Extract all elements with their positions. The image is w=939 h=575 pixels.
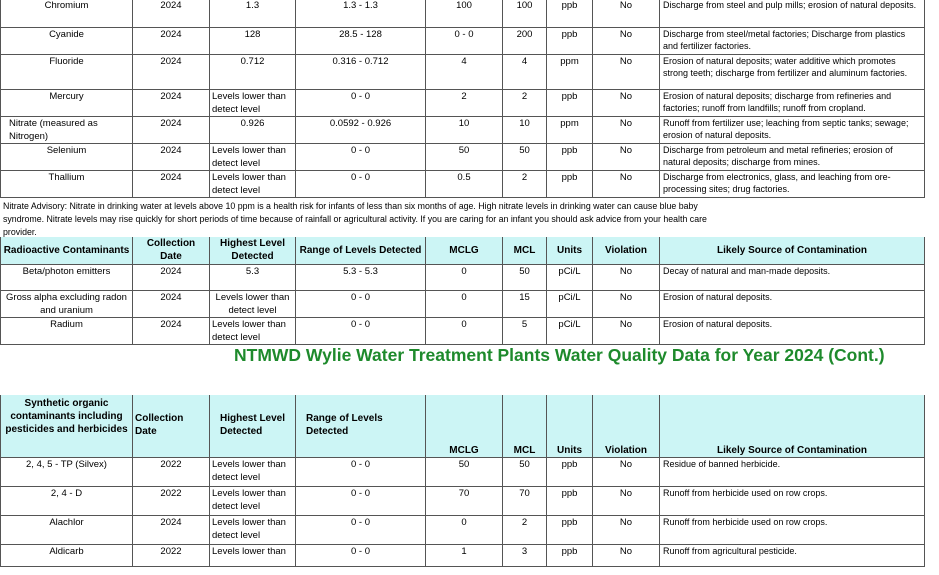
likely-source: Erosion of natural deposits; water additive which promotes strong teeth; discharge from fertilizer and aluminum factories. <box>660 54 925 89</box>
highest-level: Levels lower than detect level <box>210 143 296 170</box>
mclg-value: 4 <box>426 54 503 89</box>
mcl-value: 2 <box>503 170 547 197</box>
mclg-value: 0 <box>426 264 503 290</box>
mcl-value: 4 <box>503 54 547 89</box>
collection-date: 2024 <box>133 116 210 143</box>
collection-date: 2024 <box>133 290 210 317</box>
range-of-levels: 1.3 - 1.3 <box>296 0 426 27</box>
likely-source: Discharge from steel and pulp mills; erosion of natural deposits. <box>660 0 925 27</box>
likely-source: Discharge from steel/metal factories; Discharge from plastics and fertilizer factories. <box>660 27 925 54</box>
contaminant-name: Aldicarb <box>1 544 133 566</box>
violation: No <box>593 264 660 290</box>
range-of-levels: 5.3 - 5.3 <box>296 264 426 290</box>
mclg-value: 0 <box>426 290 503 317</box>
section-title: NTMWD Wylie Water Treatment Plants Water Quality Data for Year 2024 (Cont.) <box>234 345 885 365</box>
range-of-levels: 0 - 0 <box>296 170 426 197</box>
header-range-of-levels: Range of Levels Detected <box>296 395 426 457</box>
units: ppb <box>547 143 593 170</box>
likely-source: Erosion of natural deposits; discharge from refineries and factories; runoff from landfills; runoff from cropland. <box>660 89 925 116</box>
mclg-value: 0 - 0 <box>426 27 503 54</box>
violation: No <box>593 143 660 170</box>
violation: No <box>593 457 660 486</box>
units: pCi/L <box>547 264 593 290</box>
header-mcl: MCL <box>503 395 547 457</box>
range-of-levels: 0.0592 - 0.926 <box>296 116 426 143</box>
violation: No <box>593 116 660 143</box>
units: ppb <box>547 544 593 566</box>
mclg-value: 10 <box>426 116 503 143</box>
mclg-value: 70 <box>426 486 503 515</box>
contaminant-name: Nitrate (measured as Nitrogen) <box>1 116 133 143</box>
range-of-levels: 0 - 0 <box>296 290 426 317</box>
likely-source: Discharge from electronics, glass, and leaching from ore-processing sites; drug factories. <box>660 170 925 197</box>
header-contaminant: Synthetic organic contaminants including pesticides and herbicides <box>1 395 133 457</box>
units: ppb <box>547 27 593 54</box>
units: ppb <box>547 486 593 515</box>
range-of-levels: 0 - 0 <box>296 486 426 515</box>
table-row <box>1 89 925 116</box>
contaminant-name: Cyanide <box>1 27 133 54</box>
violation: No <box>593 27 660 54</box>
range-of-levels: 0 - 0 <box>296 515 426 544</box>
units: ppm <box>547 116 593 143</box>
violation: No <box>593 486 660 515</box>
table-row <box>1 544 925 566</box>
header-mclg: MCLG <box>426 395 503 457</box>
table-row <box>1 0 925 27</box>
range-of-levels: 0 - 0 <box>296 89 426 116</box>
range-of-levels: 28.5 - 128 <box>296 27 426 54</box>
contaminant-name: Thallium <box>1 170 133 197</box>
table-row <box>1 264 925 290</box>
violation: No <box>593 170 660 197</box>
table-row <box>1 143 925 170</box>
table-row <box>1 515 925 544</box>
mclg-value: 50 <box>426 457 503 486</box>
range-of-levels: 0 - 0 <box>296 457 426 486</box>
units: pCi/L <box>547 290 593 317</box>
nitrate-advisory: Nitrate Advisory: Nitrate in drinking water at levels above 10 ppm is a health risk for infants of less than six months of age. High nitrate levels in drinking water can cause blue baby syndrome. Nitrate levels may rise quickly for short periods of time because of rainfall or agricultural activity. If you are caring for an infant you should ask advice from your health care provider. <box>3 201 707 237</box>
collection-date: 2024 <box>133 89 210 116</box>
radioactive-table <box>0 237 925 345</box>
mcl-value: 2 <box>503 515 547 544</box>
violation: No <box>593 515 660 544</box>
header-likely-source: Likely Source of Contamination <box>660 237 925 264</box>
highest-level: Levels lower than detect level <box>210 457 296 486</box>
mcl-value: 200 <box>503 27 547 54</box>
table-header-row <box>1 395 925 457</box>
contaminant-name: Selenium <box>1 143 133 170</box>
collection-date: 2022 <box>133 457 210 486</box>
range-of-levels: 0 - 0 <box>296 544 426 566</box>
collection-date: 2024 <box>133 515 210 544</box>
contaminant-name: 2, 4 - D <box>1 486 133 515</box>
mclg-value: 1 <box>426 544 503 566</box>
mclg-value: 100 <box>426 0 503 27</box>
header-units: Units <box>547 237 593 264</box>
range-of-levels: 0 - 0 <box>296 143 426 170</box>
units: ppb <box>547 89 593 116</box>
violation: No <box>593 290 660 317</box>
units: ppm <box>547 54 593 89</box>
collection-date: 2024 <box>133 264 210 290</box>
collection-date: 2024 <box>133 27 210 54</box>
likely-source: Residue of banned herbicide. <box>660 457 925 486</box>
highest-level: 0.926 <box>210 116 296 143</box>
units: ppb <box>547 515 593 544</box>
contaminant-name: Radium <box>1 317 133 344</box>
units: ppb <box>547 0 593 27</box>
table-row <box>1 54 925 89</box>
header-collection-date: Collection Date <box>133 395 210 457</box>
header-mcl: MCL <box>503 237 547 264</box>
header-violation: Violation <box>593 237 660 264</box>
mcl-value: 50 <box>503 264 547 290</box>
highest-level: 1.3 <box>210 0 296 27</box>
mcl-value: 50 <box>503 457 547 486</box>
likely-source: Decay of natural and man-made deposits. <box>660 264 925 290</box>
highest-level: Levels lower than detect level <box>210 290 296 317</box>
header-units: Units <box>547 395 593 457</box>
highest-level: 0.712 <box>210 54 296 89</box>
highest-level: Levels lower than detect level <box>210 89 296 116</box>
header-contaminant: Radioactive Contaminants <box>1 237 133 264</box>
range-of-levels: 0.316 - 0.712 <box>296 54 426 89</box>
contaminant-name: 2, 4, 5 - TP (Silvex) <box>1 457 133 486</box>
highest-level: Levels lower than detect level <box>210 515 296 544</box>
contaminant-name: Chromium <box>1 0 133 27</box>
header-likely-source: Likely Source of Contamination <box>660 395 925 457</box>
inorganic-table <box>0 0 925 198</box>
mclg-value: 2 <box>426 89 503 116</box>
mclg-value: 0 <box>426 515 503 544</box>
likely-source: Runoff from fertilizer use; leaching from septic tanks; sewage; erosion of natural deposits. <box>660 116 925 143</box>
mcl-value: 70 <box>503 486 547 515</box>
header-range-of-levels: Range of Levels Detected <box>296 237 426 264</box>
table-row <box>1 486 925 515</box>
header-collection-date: Collection Date <box>133 237 210 264</box>
table-header-row <box>1 237 925 264</box>
header-mclg: MCLG <box>426 237 503 264</box>
mcl-value: 50 <box>503 143 547 170</box>
table-row <box>1 170 925 197</box>
header-highest-level: Highest Level Detected <box>210 395 296 457</box>
mcl-value: 100 <box>503 0 547 27</box>
violation: No <box>593 89 660 116</box>
synthetic-organic-table <box>0 395 925 567</box>
collection-date: 2024 <box>133 170 210 197</box>
units: pCi/L <box>547 317 593 344</box>
header-highest-level: Highest Level Detected <box>210 237 296 264</box>
likely-source: Runoff from agricultural pesticide. <box>660 544 925 566</box>
violation: No <box>593 54 660 89</box>
likely-source: Erosion of natural deposits. <box>660 290 925 317</box>
collection-date: 2024 <box>133 54 210 89</box>
mcl-value: 2 <box>503 89 547 116</box>
table-row <box>1 290 925 317</box>
highest-level: 128 <box>210 27 296 54</box>
contaminant-name: Alachlor <box>1 515 133 544</box>
highest-level: Levels lower than detect level <box>210 317 296 344</box>
range-of-levels: 0 - 0 <box>296 317 426 344</box>
mclg-value: 0 <box>426 317 503 344</box>
contaminant-name: Gross alpha excluding radon and uranium <box>1 290 133 317</box>
table-row <box>1 27 925 54</box>
likely-source: Runoff from herbicide used on row crops. <box>660 486 925 515</box>
mclg-value: 0.5 <box>426 170 503 197</box>
mcl-value: 5 <box>503 317 547 344</box>
highest-level: 5.3 <box>210 264 296 290</box>
collection-date: 2024 <box>133 143 210 170</box>
contaminant-name: Fluoride <box>1 54 133 89</box>
units: ppb <box>547 170 593 197</box>
contaminant-name: Mercury <box>1 89 133 116</box>
likely-source: Discharge from petroleum and metal refineries; erosion of natural deposits; discharge from mines. <box>660 143 925 170</box>
highest-level: Levels lower than <box>210 544 296 566</box>
table-row <box>1 317 925 344</box>
collection-date: 2022 <box>133 544 210 566</box>
violation: No <box>593 544 660 566</box>
collection-date: 2022 <box>133 486 210 515</box>
highest-level: Levels lower than detect level <box>210 486 296 515</box>
units: ppb <box>547 457 593 486</box>
table-row <box>1 116 925 143</box>
violation: No <box>593 317 660 344</box>
mcl-value: 3 <box>503 544 547 566</box>
highest-level: Levels lower than detect level <box>210 170 296 197</box>
contaminant-name: Beta/photon emitters <box>1 264 133 290</box>
collection-date: 2024 <box>133 0 210 27</box>
likely-source: Erosion of natural deposits. <box>660 317 925 344</box>
mcl-value: 15 <box>503 290 547 317</box>
mcl-value: 10 <box>503 116 547 143</box>
header-violation: Violation <box>593 395 660 457</box>
likely-source: Runoff from herbicide used on row crops. <box>660 515 925 544</box>
table-row <box>1 457 925 486</box>
collection-date: 2024 <box>133 317 210 344</box>
violation: No <box>593 0 660 27</box>
mclg-value: 50 <box>426 143 503 170</box>
